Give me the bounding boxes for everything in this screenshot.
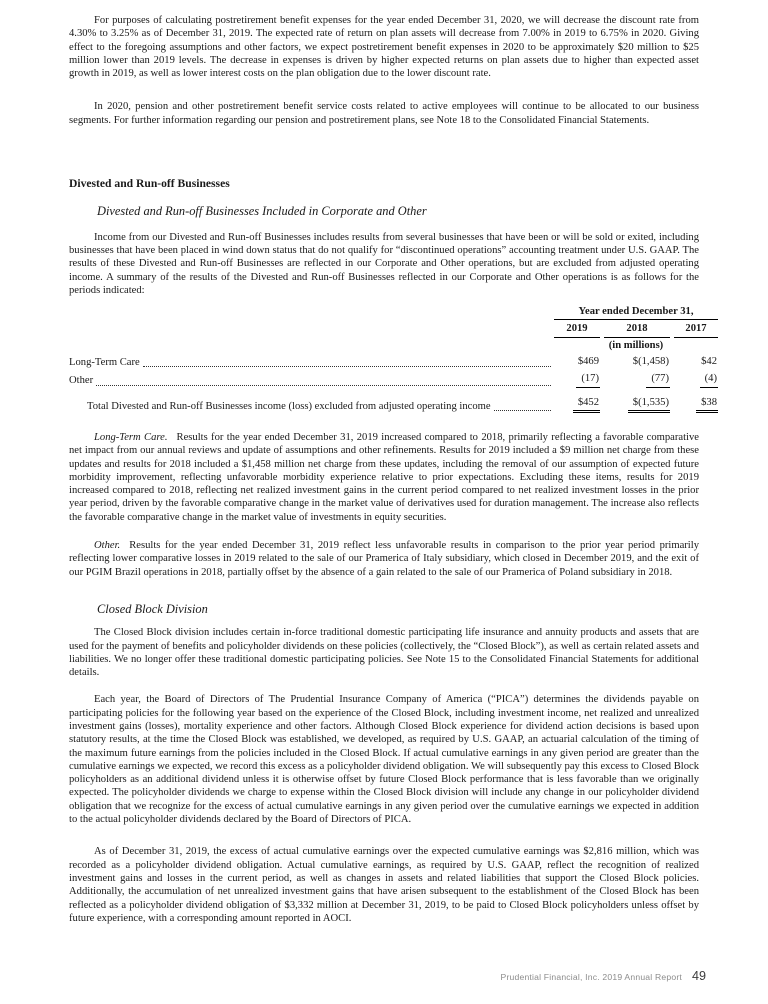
table-col-2018: 2018 — [604, 322, 670, 337]
para-divested-intro: Income from our Divested and Run-off Businesses includes results from several businesses that have been or will be sold or exited, including businesses that have been placed in wind down status that do not qualify for “discontinued operations” accounting treatment under U.S. GAAP. The results of these Divested and Run-off Businesses are reflected in our Corporate and Other operations, but are excluded from adjusted operating income. A summary of the results of the Divested and Run-off Businesses reflected in our Corporate and Other operations is as follows for the periods indicated: — [69, 231, 699, 296]
table-row-long-term-care — [69, 355, 718, 369]
cell-value: $38 — [674, 396, 718, 413]
para-closed-block-3: As of December 31, 2019, the excess of actual cumulative earnings over the expected cumulative earnings was $2,816 million, which was recorded as a policyholder dividend obligation. Actual cumulative earnings, as required by U.S. GAAP, reflect the recognition of realized investment gains and losses in the current period, as well as changes in assets and related liabilities that support the Closed Block policies. Additionally, the accumulation of net unrealized investment gains that have arisen subsequent to the establishment of the Closed Block has been reflected as a policyholder dividend obligation of $3,332 million at December 31, 2019, to be paid to Closed Block policyholders unless offset by future experience, with a corresponding amount reported in AOCI. — [69, 846, 699, 924]
cell-value: (77) — [604, 372, 670, 387]
lead-other: Other. — [94, 540, 121, 552]
para-other-body: Results for the year ended December 31, 2019 reflect less unfavorable results in comparison to the prior year period primarily reflecting lower comparative losses in 2019 related to the sale of our Pramerica of Italy subsidiary, which closed in December 2019, and the exit of our PGIM Brazil operations in 2018, partially offset by the absence of a gain related to the sale of our Pramerica of Poland subsidiary in 2018. — [69, 540, 699, 578]
para-closed-block-1: The Closed Block division includes certain in-force traditional domestic participating life insurance and annuity products and assets that are used for the payment of benefits and policyholder dividends on these policies (collectively, the “Closed Block”), as well as certain related assets and liabilities. We no longer offer these traditional domestic participating policies. See Note 15 to the Consolidated Financial Statements for additional details. — [69, 627, 699, 679]
leader-dots — [143, 366, 551, 367]
financial-table — [69, 305, 718, 413]
cell-value: (4) — [674, 372, 718, 387]
para-postretirement-expenses: For purposes of calculating postretirement benefit expenses for the year ended December 31, 2020, we will decrease the discount rate from 4.30% to 3.25% as of December 31, 2019. The expected rate of return on plan assets will decrease from 7.00% in 2019 to 6.75% in 2020. Giving effect to the foregoing assumptions and other factors, we expect postretirement benefit expenses in 2020 to be approximately $20 million to $25 million lower than 2019 levels. The decrease in expenses is driven by higher expected returns on plan assets due to higher than expected asset growth in 2019, as well as lower interest costs on the plan obligation due to the lower discount rate. — [69, 15, 699, 80]
para-long-term-care — [69, 431, 699, 524]
table-units-row — [69, 339, 718, 352]
leader-dots — [96, 385, 551, 386]
cell-value: $452 — [554, 396, 600, 413]
table-col-2019: 2019 — [554, 322, 600, 337]
heading-divested-businesses: Divested and Run-off Businesses — [69, 177, 230, 191]
para-other — [69, 539, 699, 579]
row-label: Long-Term Care — [69, 357, 140, 369]
table-row-other — [69, 372, 718, 387]
cell-value: $42 — [701, 356, 717, 368]
footer-report-title: Prudential Financial, Inc. 2019 Annual Report — [500, 971, 682, 982]
para-pension-allocation: In 2020, pension and other postretirement benefit service costs related to active employees will continue to be allocated to our business segments. For further information regarding our pension and postretirement plans, see Note 18 to the Consolidated Financial Statements. — [69, 101, 699, 126]
lead-long-term-care: Long-Term Care. — [94, 431, 168, 443]
table-units-label: (in millions) — [608, 339, 664, 351]
heading-divested-sub: Divested and Run-off Businesses Included in Corporate and Other — [97, 204, 427, 219]
heading-closed-block-division: Closed Block Division — [97, 601, 208, 616]
table-period-header-row — [69, 305, 718, 320]
leader-dots — [494, 410, 551, 411]
table-period-header: Year ended December 31, — [554, 305, 718, 320]
cell-value: (17) — [554, 372, 600, 387]
table-col-2017: 2017 — [674, 322, 718, 337]
page-footer — [501, 970, 706, 984]
para-long-term-care-body: Results for the year ended December 31, 2019 increased compared to 2018, primarily reflecting a favorable comparative net impact from our annual reviews and update of assumptions and other refinements. Results for 2019 included a $9 million net charge from these updates and results for 2018 included a $1,458 million net charge from these updates, including the removal of our assumption of expected future morbidity improvement, reflecting unfavorable morbidity experience relative to prior expectations. Excluding these items, results for 2019 increased compared to 2018, reflecting net realized investment gains in the current period compared to net realized investment losses in the prior year period, driven by the favorable comparative change in the market value of derivatives used for duration management. The increase also reflects the favorable comparative change in the market value of investments in equity securities. — [69, 431, 699, 523]
row-label: Other — [69, 375, 94, 387]
table-year-header-row — [69, 322, 718, 337]
cell-value: $(1,458) — [632, 356, 669, 368]
footer-page-number: 49 — [691, 968, 706, 983]
cell-value: $(1,535) — [604, 396, 670, 413]
para-closed-block-2: Each year, the Board of Directors of The Prudential Insurance Company of America (“PICA”) determines the dividends payable on participating policies for the following year based on the experience of the Closed Block, including investment income, net realized and unrealized investment gains (losses), mortality experience and other factors. Although Closed Block experience for dividend action decisions is based upon statutory results, at the time the Closed Block was established, we developed, as required by U.S. GAAP, an actuarial calculation of the timing of the maximum future earnings from the policies included in the Closed Block. If actual cumulative earnings in any given period are greater than the cumulative earnings we expected, we record this excess as a policyholder dividend obligation. We will subsequently pay this excess to Closed Block policyholders as an additional dividend unless it is otherwise offset by future Closed Block performance that is less favorable than we originally expected. The policyholder dividends we charge to expense within the Closed Block division will include any change in our policyholder dividend obligation that we recognize for the excess of actual cumulative earnings in any given period over the cumulative earnings we expected in addition to the actual policyholder dividends declared by the Board of Directors of PICA. — [69, 694, 700, 826]
row-label: Total Divested and Run-off Businesses income (loss) excluded from adjusted operating income — [87, 400, 491, 412]
cell-value: $469 — [577, 356, 599, 368]
table-row-total — [69, 396, 718, 413]
